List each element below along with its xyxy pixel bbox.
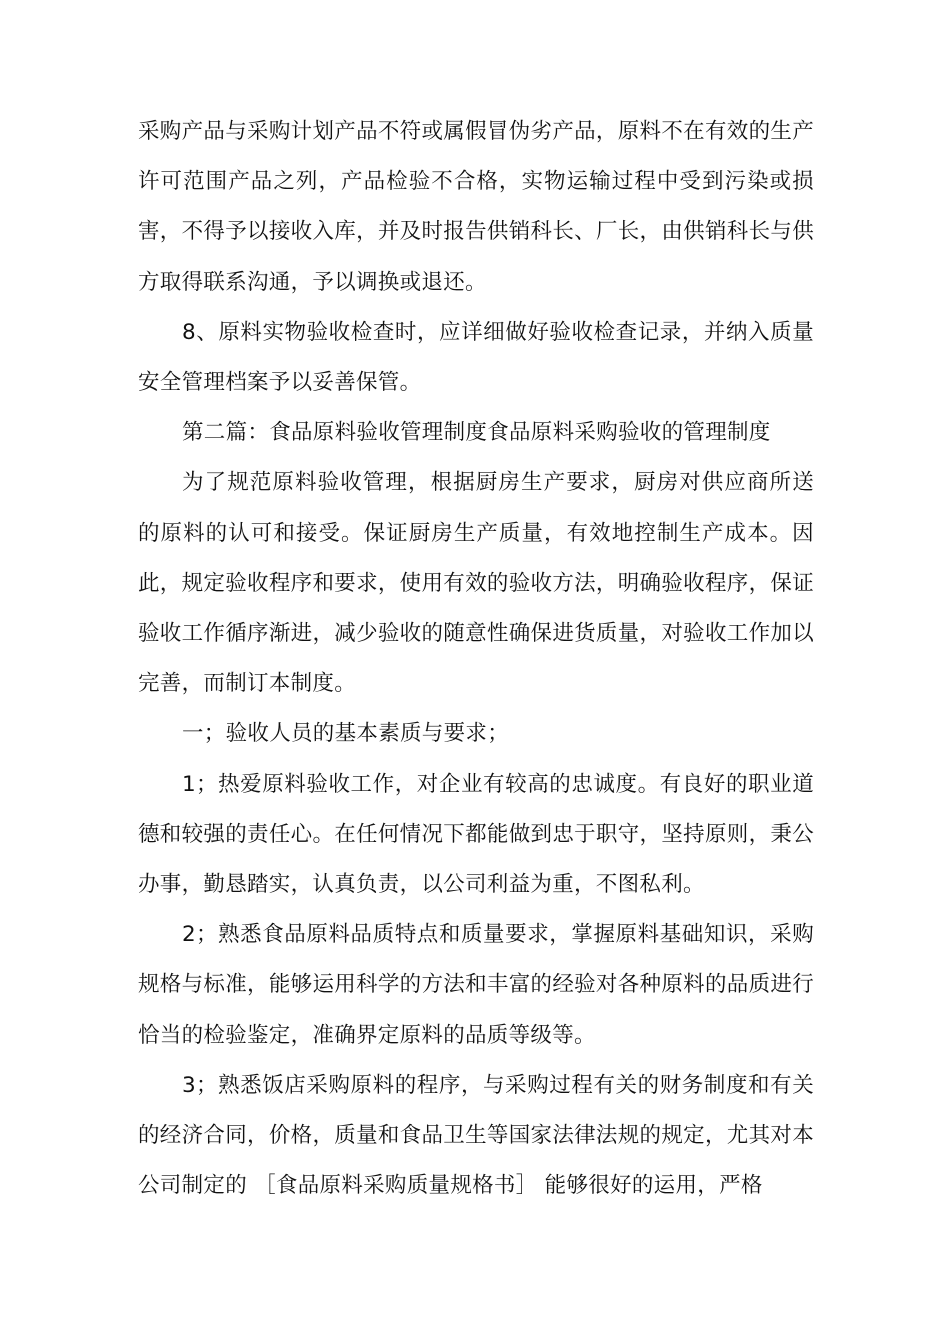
paragraph-purpose: 为了规范原料验收管理，根据厨房生产要求，厨房对供应商所送的原料的认可和接受。保证厨房生产质量，有效地控制生产成本。因此，规定验收程序和要求，使用有效的验收方法，明确验收程序，保证验收工作循序渐进，减少验收的随意性确保进货质量，对验收工作加以完善，而制订本制度。 (138, 470, 814, 697)
paragraph-requirement-2: 2；熟悉食品原料品质特点和质量要求，掌握原料基础知识，采购规格与标准，能够运用科学的方法和丰富的经验对各种原料的品质进行恰当的检验鉴定，准确界定原料的品质等级等。 (138, 922, 814, 1048)
subheading-staff-requirements: 一；验收人员的基本素质与要求； (182, 721, 510, 747)
paragraph-item-8: 8、原料实物验收检查时，应详细做好验收检查记录，并纳入质量安全管理档案予以妥善保管。 (138, 319, 814, 396)
paragraph-requirement-1: 1；热爱原料验收工作，对企业有较高的忠诚度。有良好的职业道德和较强的责任心。在任何情况下都能做到忠于职守，坚持原则，秉公办事，勤恳踏实，认真负责，以公司利益为重，不图私利。 (138, 771, 814, 898)
paragraph-requirement-3: 3；熟悉饭店采购原料的程序，与采购过程有关的财务制度和有关的经济合同，价格，质量和食品卫生等国家法律法规的规定，尤其对本公司制定的 ［食品原料采购质量规格书］ 能够很好的运用，严格 (138, 1072, 814, 1199)
section-title-part-two: 第二篇：食品原料验收管理制度食品原料采购验收的管理制度 (182, 420, 771, 446)
paragraph-rejection-rules: 采购产品与采购计划产品不符或属假冒伪劣产品，原料不在有效的生产许可范围产品之列，产品检验不合格，实物运输过程中受到污染或损害，不得予以接收入库，并及时报告供销科长、厂长，由供销科长与供方取得联系沟通，予以调换或退还。 (138, 119, 814, 295)
document-body (138, 107, 814, 1211)
